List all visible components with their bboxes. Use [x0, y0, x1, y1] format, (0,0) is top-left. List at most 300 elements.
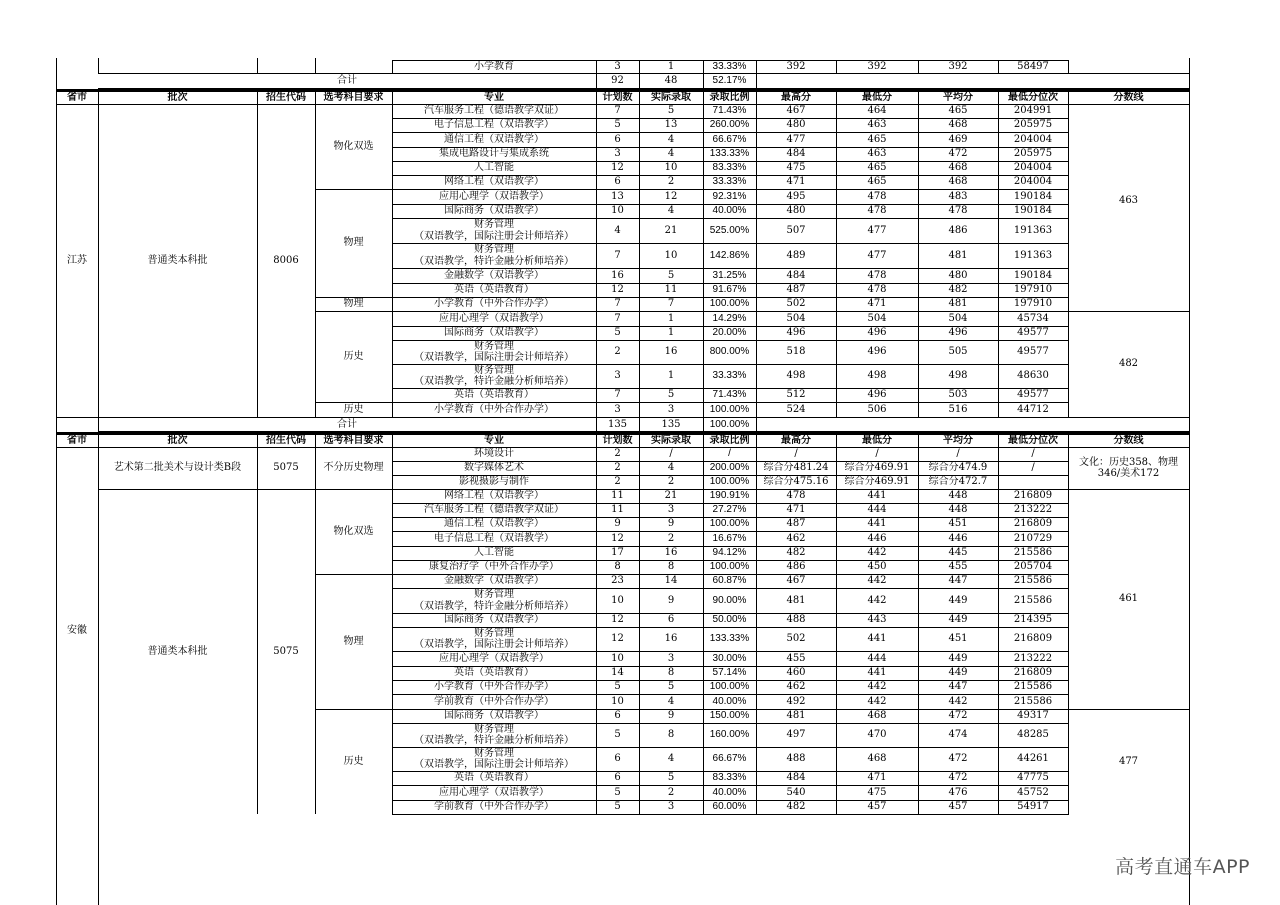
- ah-province: 安徽: [67, 624, 87, 636]
- ah-row-8-col4: 90.00%: [712, 594, 747, 606]
- js-row-7-col8: 190184: [1013, 190, 1053, 202]
- grid-line: [392, 588, 1068, 589]
- grid-line: [918, 560, 919, 575]
- js-score-line-1: 463: [1118, 195, 1139, 207]
- grid-line: [639, 147, 640, 162]
- grid-line: [918, 800, 919, 815]
- grid-line: [703, 627, 704, 652]
- js-row-6-col5: 471: [786, 176, 806, 188]
- grid-line: [918, 723, 919, 748]
- grid-line: [392, 666, 393, 681]
- js-row-18-col6: 496: [867, 389, 887, 401]
- ah-row-9-col7: 449: [948, 614, 968, 626]
- ah-row-5-col5: 482: [786, 547, 806, 559]
- grid-line: [596, 747, 597, 772]
- js-row-15-col8: 49577: [1017, 327, 1049, 339]
- js-row-1-col5: 467: [786, 105, 806, 117]
- js-row-8-col6: 478: [867, 205, 887, 217]
- grid-line: [703, 517, 704, 532]
- grid-line: [639, 588, 640, 614]
- ah-row-17-col8: 44261: [1017, 753, 1049, 765]
- ah-row-9-col8: 214395: [1013, 614, 1053, 626]
- grid-line: [596, 118, 597, 133]
- grid-line: [392, 503, 1068, 504]
- ah-row-16-col3: 8: [667, 729, 675, 741]
- js-row-17-col5: 498: [786, 370, 806, 382]
- ah-row-15-col5: 481: [786, 710, 806, 722]
- grid-line: [703, 434, 704, 447]
- ah-art-row-3-col3: 2: [667, 476, 675, 488]
- grid-line: [756, 613, 757, 628]
- grid-line: [703, 340, 704, 365]
- js-batch: 普通类本科批: [147, 254, 208, 266]
- ah-header-3: 招生代码: [266, 434, 306, 446]
- js-row-2-col3: 13: [664, 119, 678, 131]
- grid-line: [392, 147, 393, 162]
- js-row-4-col6: 463: [867, 148, 887, 160]
- ah-row-4-col6: 446: [867, 532, 887, 544]
- grid-line: [639, 785, 640, 801]
- ah-row-9-col6: 443: [867, 614, 887, 626]
- grid-line: [756, 104, 757, 119]
- grid-line: [756, 74, 757, 88]
- ah-row-13-col3: 5: [667, 681, 675, 693]
- grid-line: [392, 175, 393, 190]
- grid-line: [639, 118, 640, 133]
- grid-line: [392, 517, 1068, 518]
- grid-line: [703, 503, 704, 518]
- grid-line: [703, 60, 704, 74]
- ah-row-1-col5: 478: [786, 490, 806, 502]
- ah-row-4-col4: 16.67%: [712, 532, 747, 544]
- grid-line: [836, 91, 837, 104]
- ah-row-9-col4: 50.00%: [712, 614, 747, 626]
- grid-line: [596, 161, 597, 176]
- grid-line: [918, 785, 919, 801]
- grid-line: [836, 546, 837, 561]
- ah-art-row-2-col7: 综合分474.9: [928, 462, 988, 474]
- grid-line: [639, 388, 640, 403]
- js-row-4-col3: 4: [667, 148, 675, 160]
- js-row-8-col3: 4: [667, 205, 675, 217]
- ah-row-3-col1: 通信工程（双语教学）: [444, 518, 544, 530]
- js-row-12-col8: 197910: [1013, 284, 1053, 296]
- grid-line: [918, 680, 919, 695]
- grid-line: [392, 800, 393, 815]
- grid-line: [836, 694, 837, 710]
- grid-line: [918, 388, 919, 403]
- grid-line: [756, 189, 757, 205]
- grid-line: [392, 104, 1068, 105]
- grid-line: [596, 74, 597, 88]
- ah-row-19-col8: 45752: [1017, 786, 1049, 798]
- js-row-17-col7: 498: [948, 370, 968, 382]
- grid-line: [392, 326, 393, 341]
- ah-row-5-col1: 人工智能: [474, 547, 514, 559]
- ah-row-3-col5: 487: [786, 518, 806, 530]
- ah-row-18-col1: 英语（英语教育）: [454, 772, 534, 784]
- grid-line: [836, 326, 837, 341]
- grid-line: [596, 771, 597, 786]
- grid-line: [639, 311, 640, 327]
- js-row-6-col4: 33.33%: [712, 176, 747, 188]
- ah-row-13-col5: 462: [786, 681, 806, 693]
- grid-line: [756, 91, 757, 104]
- js-row-13-col3: 7: [667, 298, 675, 310]
- grid-line: [703, 243, 704, 269]
- grid-line: [392, 118, 393, 133]
- grid-line: [639, 800, 640, 815]
- grid-line: [257, 447, 258, 489]
- js-row-7-col5: 495: [786, 190, 806, 202]
- ah-subject-group-2: 物理: [343, 635, 364, 647]
- grid-line: [639, 503, 640, 518]
- js-row-15-col4: 20.00%: [712, 327, 747, 339]
- prev-row-col5: 392: [786, 60, 806, 72]
- grid-line: [703, 694, 704, 710]
- grid-line: [836, 147, 837, 162]
- ah-row-5-col2: 17: [611, 547, 624, 559]
- ah-art-row-3-col2: 2: [614, 476, 621, 488]
- grid-line: [703, 388, 704, 403]
- ah-score-line-1: 461: [1118, 593, 1139, 605]
- js-total-admit: 135: [661, 418, 681, 430]
- grid-line: [703, 546, 704, 561]
- js-row-16-col8: 49577: [1017, 346, 1049, 358]
- ah-row-16-col8: 48285: [1017, 729, 1049, 741]
- ah-row-19-col1: 应用心理学（双语教学）: [439, 786, 549, 798]
- grid-line: [836, 297, 837, 312]
- js-row-5-col1: 人工智能: [474, 162, 514, 174]
- grid-line: [756, 517, 757, 532]
- grid-line: [639, 475, 640, 490]
- js-subject-group-3: 物理: [343, 298, 364, 310]
- ah-art-batch: 艺术第二批美术与设计类B段: [113, 462, 242, 474]
- grid-line: [998, 785, 999, 801]
- js-row-2-col1: 电子信息工程（双语教学）: [434, 119, 554, 131]
- grid-line: [639, 283, 640, 298]
- grid-line: [756, 161, 757, 176]
- ah-header-13: 分数线: [1113, 434, 1144, 446]
- grid-line: [392, 218, 1068, 219]
- grid-line: [596, 91, 597, 104]
- grid-line: [392, 118, 1068, 119]
- ah-row-10-col3: 16: [664, 633, 678, 645]
- js-row-11-col6: 478: [867, 269, 887, 281]
- grid-line: [98, 434, 99, 447]
- grid-line: [703, 680, 704, 695]
- ah-art-subject: 不分历史物理: [323, 462, 384, 474]
- grid-line: [918, 666, 919, 681]
- prev-row-col8: 58497: [1017, 60, 1049, 72]
- grid-line: [836, 268, 837, 284]
- grid-line: [998, 204, 999, 219]
- ah-row-16-col1: 财务管理 （双语教学，特许金融分析师培养）: [414, 723, 574, 746]
- js-row-9-col1: 财务管理 （双语教学，国际注册会计师培养）: [414, 219, 574, 242]
- grid-line: [703, 218, 704, 244]
- grid-line: [756, 283, 757, 298]
- ah-art-row-3-col5: 综合分475.16: [763, 476, 829, 488]
- js-row-1-col7: 465: [948, 105, 968, 117]
- grid-line: [703, 723, 704, 748]
- ah-row-9-col3: 6: [667, 614, 675, 626]
- grid-line: [639, 91, 640, 104]
- js-row-3-col1: 通信工程（双语教学）: [444, 133, 544, 145]
- js-row-12-col7: 482: [948, 284, 968, 296]
- js-header-3: 招生代码: [266, 91, 306, 103]
- grid-line: [596, 175, 597, 190]
- js-row-17-col1: 财务管理 （双语教学，特许金融分析师培养）: [414, 364, 574, 387]
- grid-line: [998, 489, 999, 504]
- grid-line: [756, 771, 757, 786]
- grid-line: [918, 447, 919, 462]
- grid-line: [998, 364, 999, 389]
- ah-row-7-col3: 14: [664, 575, 678, 587]
- grid-line: [918, 364, 919, 389]
- js-row-14-col8: 45734: [1017, 312, 1049, 324]
- grid-line: [918, 503, 919, 518]
- ah-row-5-col4: 94.12%: [712, 547, 747, 559]
- grid-line: [836, 461, 837, 476]
- grid-line: [703, 489, 704, 504]
- ah-row-11-col1: 应用心理学（双语教学）: [439, 652, 549, 664]
- grid-line: [392, 771, 393, 786]
- grid-line: [918, 326, 919, 341]
- grid-line: [639, 747, 640, 772]
- js-code: 8006: [273, 254, 299, 266]
- grid-line: [836, 434, 837, 447]
- js-row-9-col6: 477: [867, 224, 887, 236]
- grid-line: [392, 175, 1068, 176]
- grid-line: [596, 364, 597, 389]
- grid-line: [998, 311, 999, 327]
- ah-row-4-col2: 12: [611, 532, 624, 544]
- grid-line: [392, 694, 393, 710]
- grid-line: [756, 402, 757, 418]
- ah-row-3-col8: 216809: [1013, 518, 1053, 530]
- js-total-plan: 135: [607, 418, 628, 430]
- ah-row-12-col2: 14: [611, 667, 624, 679]
- ah-art-row-3-col6: 综合分469.91: [844, 476, 910, 488]
- ah-row-10-col5: 502: [786, 633, 806, 645]
- js-row-3-col5: 477: [786, 133, 806, 145]
- ah-row-10-col1: 财务管理 （双语教学，国际注册会计师培养）: [414, 627, 574, 650]
- ah-row-5-col7: 445: [948, 547, 968, 559]
- js-row-10-col3: 10: [664, 249, 678, 261]
- grid-line: [392, 311, 1068, 312]
- grid-line: [703, 447, 704, 462]
- ah-row-11-col8: 213222: [1013, 652, 1053, 664]
- ah-row-4-col8: 210729: [1013, 532, 1053, 544]
- js-row-12-col3: 11: [664, 284, 678, 296]
- js-row-14-col7: 504: [948, 312, 968, 324]
- grid-line: [836, 243, 837, 269]
- js-row-14-col1: 应用心理学（双语教学）: [439, 312, 549, 324]
- grid-line: [918, 340, 919, 365]
- ah-row-6-col3: 8: [667, 561, 675, 573]
- grid-line: [392, 627, 1068, 628]
- grid-line: [1068, 60, 1069, 74]
- js-row-6-col2: 6: [614, 176, 621, 188]
- ah-row-1-col2: 11: [611, 490, 624, 502]
- ah-row-8-col2: 10: [611, 594, 624, 606]
- ah-art-row-3-col1: 影视摄影与制作: [459, 476, 529, 488]
- ah-row-1-col1: 网络工程（双语教学）: [444, 490, 544, 502]
- ah-row-4-col7: 446: [948, 532, 968, 544]
- js-total-label: 合计: [337, 418, 357, 430]
- grid-line: [639, 104, 640, 119]
- grid-line: [639, 461, 640, 476]
- js-row-19-col5: 524: [786, 403, 806, 415]
- ah-row-9-col5: 488: [786, 614, 806, 626]
- js-row-14-col3: 1: [667, 312, 675, 324]
- grid-line: [596, 627, 597, 652]
- grid-line: [836, 613, 837, 628]
- grid-line: [596, 588, 597, 614]
- grid-line: [836, 60, 837, 74]
- ah-row-12-col4: 57.14%: [712, 667, 747, 679]
- ah-subject-group-3: 历史: [343, 755, 364, 767]
- ah-row-7-col5: 467: [786, 575, 806, 587]
- grid-line: [392, 132, 393, 148]
- ah-row-20-col3: 3: [667, 801, 675, 813]
- grid-line: [596, 132, 597, 148]
- js-row-2-col5: 480: [786, 119, 806, 131]
- js-row-9-col7: 486: [948, 224, 968, 236]
- grid-line: [836, 189, 837, 205]
- grid-line: [998, 60, 999, 74]
- grid-line: [998, 517, 999, 532]
- ah-art-row-2-col1: 数字媒体艺术: [464, 462, 524, 474]
- ah-row-18-col4: 83.33%: [712, 772, 747, 784]
- js-row-18-col1: 英语（英语教育）: [454, 389, 534, 401]
- ah-art-row-1-col8: /: [1031, 448, 1035, 460]
- grid-line: [596, 489, 597, 504]
- grid-line: [392, 388, 1068, 389]
- grid-line: [639, 613, 640, 628]
- grid-line: [918, 651, 919, 667]
- grid-line: [392, 627, 393, 652]
- grid-line: [596, 651, 597, 667]
- ah-row-7-col1: 金融数学（双语教学）: [444, 575, 544, 587]
- prev-total-admit: 48: [664, 75, 678, 87]
- grid-line: [703, 560, 704, 575]
- js-subject-group-4: 历史: [343, 350, 364, 362]
- ah-header-2: 批次: [167, 434, 188, 446]
- grid-line: [918, 283, 919, 298]
- grid-line: [703, 613, 704, 628]
- ah-row-8-col1: 财务管理 （双语教学，特许金融分析师培养）: [414, 589, 574, 612]
- ah-row-6-col8: 205704: [1013, 561, 1053, 573]
- grid-line: [392, 268, 393, 284]
- grid-line: [918, 132, 919, 148]
- grid-line: [998, 546, 999, 561]
- js-row-13-col8: 197910: [1013, 298, 1053, 310]
- js-total-ratio: 100.00%: [709, 418, 750, 430]
- grid-line: [836, 161, 837, 176]
- ah-row-20-col4: 60.00%: [712, 801, 747, 813]
- grid-line: [703, 132, 704, 148]
- grid-line: [756, 694, 757, 710]
- ah-row-3-col7: 451: [948, 518, 968, 530]
- js-row-19-col4: 100.00%: [709, 403, 750, 415]
- grid-line: [639, 326, 640, 341]
- grid-line: [596, 666, 597, 681]
- grid-line: [639, 417, 640, 431]
- grid-line: [392, 574, 1068, 575]
- grid-line: [998, 709, 999, 724]
- grid-line: [918, 489, 919, 504]
- grid-line: [639, 447, 640, 462]
- grid-line: [703, 161, 704, 176]
- ah-row-20-col8: 54917: [1017, 801, 1049, 813]
- js-row-13-col6: 471: [867, 298, 887, 310]
- ah-row-17-col4: 66.67%: [712, 753, 747, 765]
- grid-line: [392, 402, 393, 418]
- js-row-9-col2: 4: [614, 224, 621, 236]
- ah-header-7: 实际录取: [651, 434, 691, 446]
- grid-line: [998, 531, 999, 547]
- grid-line: [998, 340, 999, 365]
- ah-row-11-col2: 10: [611, 652, 624, 664]
- grid-line: [703, 574, 704, 589]
- grid-line: [315, 447, 316, 489]
- grid-line: [392, 694, 1068, 695]
- ah-row-12-col1: 英语（英语教育）: [454, 667, 534, 679]
- ah-art-row-2-col3: 4: [667, 462, 675, 474]
- js-row-5-col4: 83.33%: [712, 162, 747, 174]
- grid-line: [998, 800, 999, 815]
- grid-line: [392, 546, 393, 561]
- grid-line: [596, 680, 597, 695]
- ah-row-14-col1: 学前教育（中外合作办学）: [434, 695, 554, 707]
- grid-line: [56, 434, 57, 447]
- ah-art-score-line: 文化：历史358、物理346/美术172: [1078, 456, 1179, 479]
- js-row-2-col8: 205975: [1013, 119, 1053, 131]
- js-row-8-col5: 480: [786, 205, 806, 217]
- grid-line: [1189, 434, 1190, 447]
- ah-row-19-col7: 476: [948, 786, 968, 798]
- js-row-14-col5: 504: [786, 312, 806, 324]
- grid-line: [639, 489, 640, 504]
- js-row-7-col4: 92.31%: [712, 190, 747, 202]
- ah-header-6: 计划数: [602, 434, 633, 446]
- ah-row-1-col3: 21: [664, 490, 678, 502]
- js-row-9-col8: 191363: [1013, 224, 1053, 236]
- ah-row-8-col5: 481: [786, 594, 806, 606]
- grid-line: [392, 311, 393, 327]
- grid-line: [639, 531, 640, 547]
- ah-row-19-col5: 540: [786, 786, 806, 798]
- js-row-15-col6: 496: [867, 327, 887, 339]
- grid-line: [918, 161, 919, 176]
- grid-line: [392, 402, 1068, 403]
- grid-line: [703, 417, 704, 431]
- grid-line: [392, 517, 393, 532]
- js-row-9-col3: 21: [664, 224, 678, 236]
- grid-line: [596, 694, 597, 710]
- grid-line: [703, 189, 704, 205]
- ah-row-6-col1: 康复治疗学（中外合作办学）: [429, 561, 559, 573]
- js-row-4-col1: 集成电路设计与集成系统: [439, 148, 549, 160]
- js-row-1-col8: 204991: [1013, 105, 1053, 117]
- grid-line: [392, 723, 393, 748]
- js-row-4-col4: 133.33%: [709, 148, 750, 160]
- grid-line: [756, 417, 757, 431]
- grid-line: [998, 268, 999, 284]
- grid-line: [998, 161, 999, 176]
- js-subject-group-1: 物化双选: [333, 140, 374, 152]
